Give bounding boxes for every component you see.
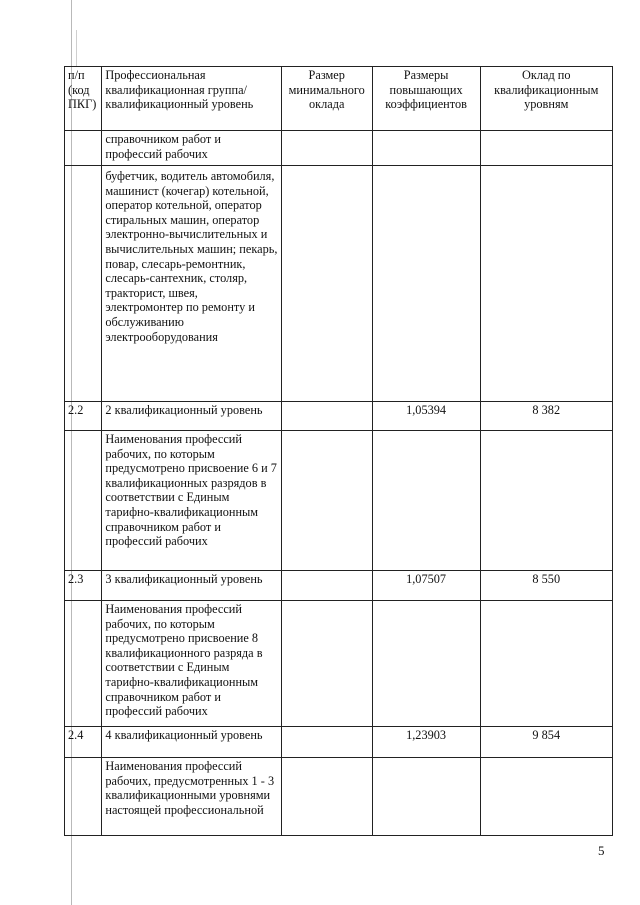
cell-salary [480, 166, 612, 402]
table-row [65, 601, 613, 727]
cell-group: буфетчик, водитель автомобиля, машинист (кочегар) котельной, оператор котельной, оператор стиральных машин, оператор электронно-вычислительных и вычислительных машин; пекарь, повар, слесарь-ремонтник, слесарь-сантехник, столяр, тракторист, швея, электромонтер по ремонту и обслуживанию электрооборудования [102, 166, 281, 402]
table-header-row [65, 67, 613, 131]
cell-salary [480, 601, 612, 727]
cell-coefficient: 1,07507 [372, 571, 480, 601]
table-row [65, 727, 613, 758]
cell-coefficient [372, 601, 480, 727]
header-group: Профессиональная квалификационная группа/квалификационный уровень [102, 67, 281, 131]
cell-code [65, 601, 102, 727]
cell-min-salary [281, 431, 372, 571]
cell-coefficient [372, 131, 480, 166]
table-row [65, 431, 613, 571]
header-code: п/п (код ПКГ) [65, 67, 102, 131]
cell-code [65, 431, 102, 571]
cell-group: Наименования профессий рабочих, предусмотренных 1 - 3 квалификационными уровнями настоящей профессиональной [102, 758, 281, 836]
cell-min-salary [281, 131, 372, 166]
cell-group: 4 квалификационный уровень [102, 727, 281, 758]
header-min-salary: Размер минимального оклада [281, 67, 372, 131]
cell-group: 3 квалификационный уровень [102, 571, 281, 601]
cell-group: Наименования профессий рабочих, по которым предусмотрено присвоение 8 квалификационного разряда в соответствии с Единым тарифно-квалификационным справочником работ и профессий рабочих [102, 601, 281, 727]
cell-min-salary [281, 571, 372, 601]
cell-min-salary [281, 166, 372, 402]
cell-salary [480, 131, 612, 166]
cell-group: справочником работ и профессий рабочих [102, 131, 281, 166]
header-coefficients: Размеры повышающих коэффициентов [372, 67, 480, 131]
page-number: 5 [598, 843, 605, 858]
cell-coefficient: 1,05394 [372, 402, 480, 431]
table-row [65, 402, 613, 431]
cell-min-salary [281, 402, 372, 431]
table-row [65, 166, 613, 402]
cell-code [65, 166, 102, 402]
cell-code: 2.3 [65, 571, 102, 601]
cell-salary: 9 854 [480, 727, 612, 758]
cell-coefficient [372, 431, 480, 571]
scan-margin-mark [76, 30, 77, 66]
cell-code [65, 131, 102, 166]
table-row [65, 571, 613, 601]
table-row [65, 131, 613, 166]
cell-group: 2 квалификационный уровень [102, 402, 281, 431]
cell-salary: 8 550 [480, 571, 612, 601]
cell-code: 2.2 [65, 402, 102, 431]
cell-salary: 8 382 [480, 402, 612, 431]
table-row [65, 758, 613, 836]
header-salary: Оклад по квалификационным уровням [480, 67, 612, 131]
cell-coefficient [372, 758, 480, 836]
cell-min-salary [281, 601, 372, 727]
salary-table [64, 66, 613, 836]
cell-coefficient [372, 166, 480, 402]
cell-min-salary [281, 758, 372, 836]
cell-group: Наименования профессий рабочих, по которым предусмотрено присвоение 6 и 7 квалификационных разрядов в соответствии с Единым тарифно-квалификационным справочником работ и профессий рабочих [102, 431, 281, 571]
cell-salary [480, 758, 612, 836]
cell-coefficient: 1,23903 [372, 727, 480, 758]
cell-code [65, 758, 102, 836]
cell-salary [480, 431, 612, 571]
cell-min-salary [281, 727, 372, 758]
cell-code: 2.4 [65, 727, 102, 758]
